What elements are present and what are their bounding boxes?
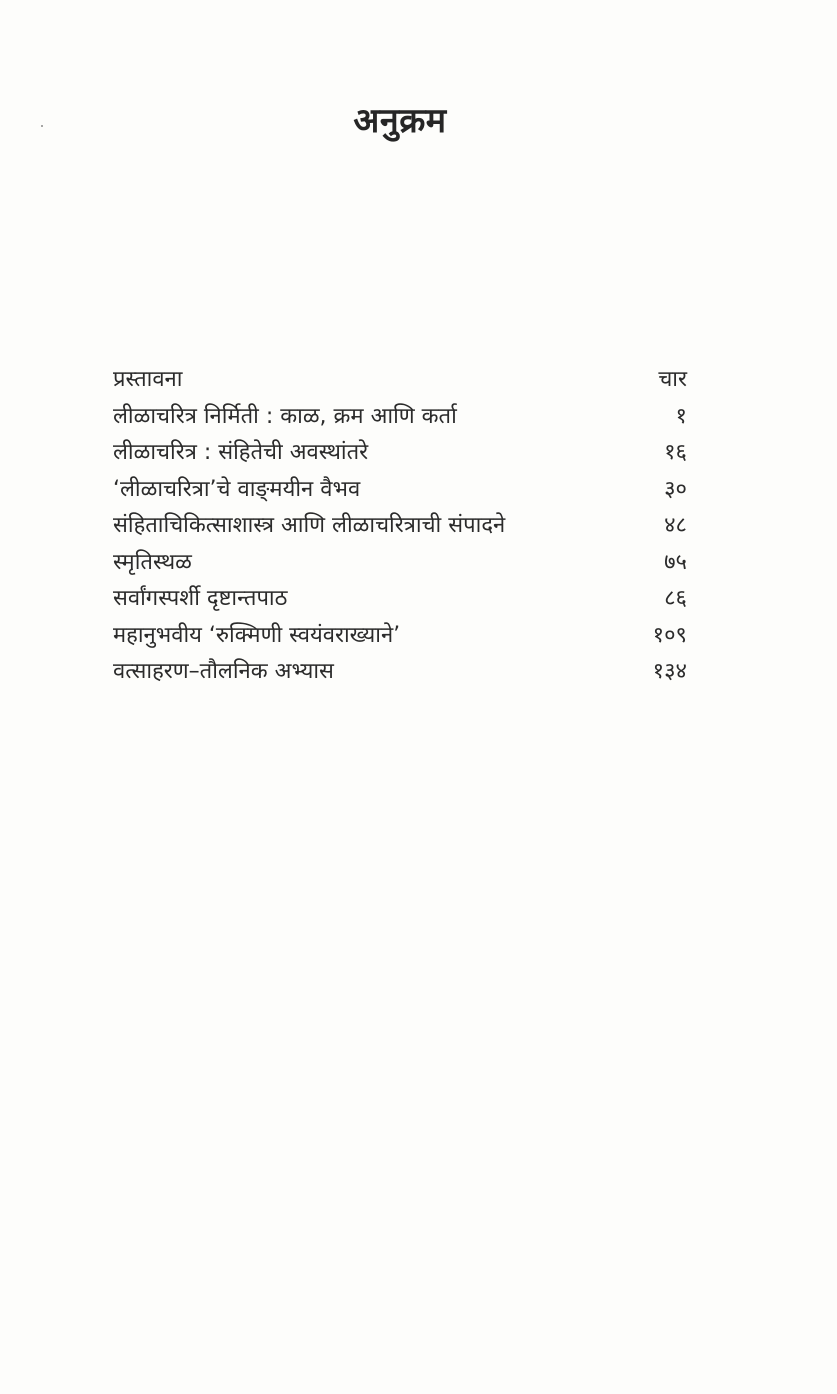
toc-entry bbox=[113, 545, 687, 582]
toc-entry bbox=[113, 435, 687, 472]
page-title: अनुक्रम bbox=[353, 101, 447, 141]
toc-entry-page: ७५ bbox=[664, 549, 687, 575]
toc-entry-title: महानुभवीय ‘रुक्मिणी स्वयंवराख्याने’ bbox=[113, 622, 401, 648]
toc-entry-page: चार bbox=[658, 367, 687, 392]
toc-entry-title: सर्वांगस्पर्शी दृष्टान्तपाठ bbox=[113, 586, 288, 611]
toc-entry-title: ‘लीळाचरित्रा’चे वाङ्‌मयीन वैभव bbox=[113, 476, 361, 502]
toc-entry-page: ३० bbox=[664, 476, 687, 502]
toc-entry-title: प्रस्तावना bbox=[113, 367, 183, 392]
toc-entry bbox=[113, 581, 687, 618]
toc-entry bbox=[113, 362, 687, 399]
toc-entry-page: ४८ bbox=[664, 513, 687, 538]
toc-entry bbox=[113, 472, 687, 509]
toc-entry-title: वत्साहरण–तौलनिक अभ्यास bbox=[113, 659, 334, 684]
toc-entry-page: १६ bbox=[664, 440, 687, 465]
toc-entry-title: संहिताचिकित्साशास्त्र आणि लीळाचरित्राची संपादने bbox=[113, 513, 506, 538]
toc-entry-page: १ bbox=[675, 403, 687, 429]
toc-entry bbox=[113, 508, 687, 545]
toc-entry-page: १३४ bbox=[652, 659, 687, 684]
toc-entry bbox=[113, 399, 687, 436]
toc-entry bbox=[113, 618, 687, 655]
toc-entry-title: स्मृतिस्थळ bbox=[113, 549, 192, 575]
toc-entry-page: ८६ bbox=[664, 586, 687, 611]
toc-entry bbox=[113, 654, 687, 691]
table-of-contents bbox=[113, 362, 687, 691]
toc-entry-page: १०९ bbox=[652, 622, 687, 648]
toc-entry-title: लीळाचरित्र : संहितेची अवस्थांतरे bbox=[113, 440, 369, 465]
toc-entry-title: लीळाचरित्र निर्मिती : काळ, क्रम आणि कर्ता bbox=[113, 403, 457, 429]
